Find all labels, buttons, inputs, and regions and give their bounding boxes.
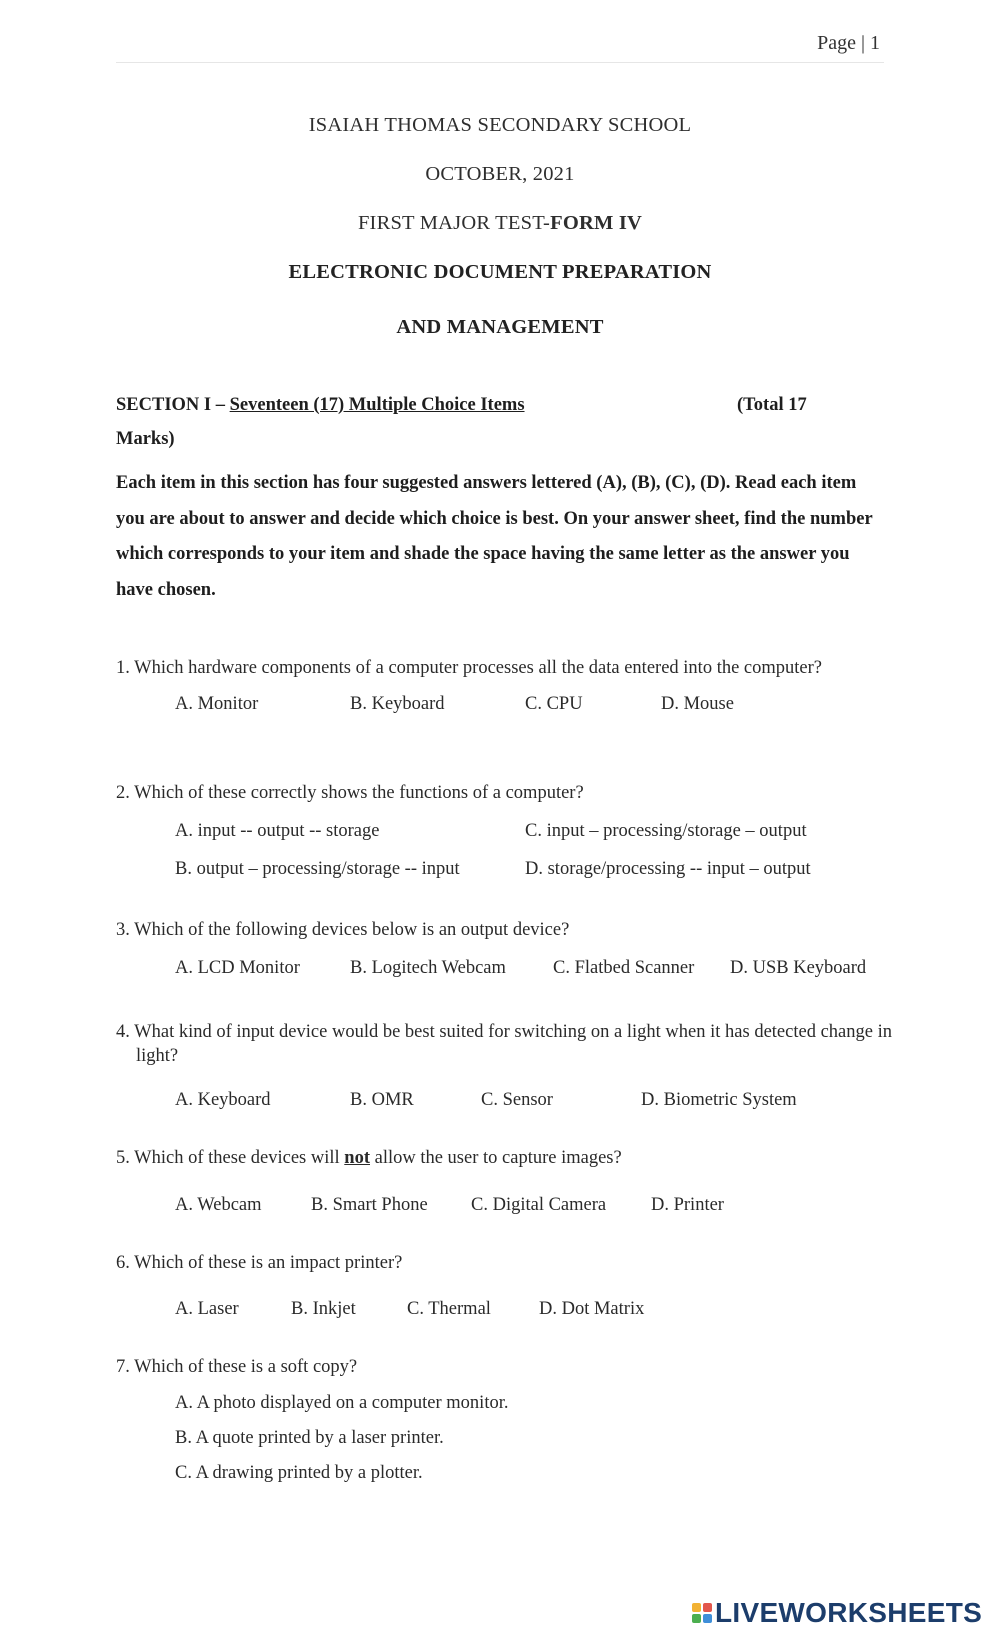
q2-option-a: A. input -- output -- storage	[175, 821, 380, 841]
q3-option-d: D. USB Keyboard	[730, 958, 867, 978]
q2-option-b: B. output – processing/storage -- input	[175, 859, 460, 879]
q2-option-d: D. storage/processing -- input – output	[525, 859, 811, 879]
question-6: 6. Which of these is an impact printer?	[116, 1253, 403, 1273]
q5-option-a: A. Webcam	[175, 1195, 262, 1215]
header-divider	[116, 62, 884, 63]
test-title	[0, 212, 1000, 235]
q1-option-d: D. Mouse	[661, 694, 734, 714]
q5-option-b: B. Smart Phone	[311, 1195, 428, 1215]
q6-option-c: C. Thermal	[407, 1299, 491, 1319]
q5-text-before: 5. Which of these devices will	[116, 1148, 345, 1168]
section-label: SECTION I –	[116, 395, 230, 415]
section-subtitle: Seventeen (17) Multiple Choice Items	[229, 395, 525, 415]
liveworksheets-watermark	[692, 1596, 982, 1630]
q4-option-c: C. Sensor	[481, 1090, 553, 1110]
section-total-marks: Marks)	[116, 429, 175, 449]
liveworksheets-logo-text: LIVEWORKSHEETS	[715, 1597, 983, 1628]
q3-option-a: A. LCD Monitor	[175, 958, 300, 978]
question-1: 1. Which hardware components of a computer processes all the data entered into the computer?	[116, 658, 822, 678]
question-5	[116, 1148, 622, 1169]
logo-square-2	[703, 1603, 712, 1612]
q3-option-b: B. Logitech Webcam	[350, 958, 506, 978]
question-4: 4. What kind of input device would be best suited for switching on a light when it has detected change in light?	[116, 1022, 892, 1066]
page-number: Page | 1	[817, 32, 880, 54]
test-date: OCTOBER, 2021	[425, 163, 575, 185]
question-2: 2. Which of these correctly shows the functions of a computer?	[116, 783, 584, 803]
q4-option-b: B. OMR	[350, 1090, 414, 1110]
q3-option-c: C. Flatbed Scanner	[553, 958, 695, 978]
q5-text-emphasis: not	[344, 1148, 370, 1168]
section-heading	[116, 395, 525, 416]
q5-option-d: D. Printer	[651, 1195, 724, 1215]
liveworksheets-logo-icon	[692, 1603, 712, 1623]
q1-option-b: B. Keyboard	[350, 694, 445, 714]
q5-text-after: allow the user to capture images?	[369, 1148, 622, 1168]
q7-option-c: C. A drawing printed by a plotter.	[175, 1463, 423, 1483]
subject-line-1: ELECTRONIC DOCUMENT PREPARATION	[288, 261, 712, 283]
q6-option-a: A. Laser	[175, 1299, 239, 1319]
question-3: 3. Which of the following devices below is an output device?	[116, 920, 570, 940]
q5-option-c: C. Digital Camera	[471, 1195, 607, 1215]
q7-option-a: A. A photo displayed on a computer monitor.	[175, 1393, 509, 1413]
test-form: FORM IV	[550, 212, 643, 234]
subject-line-2: AND MANAGEMENT	[396, 316, 604, 338]
q4-option-d: D. Biometric System	[641, 1090, 797, 1110]
logo-square-3	[692, 1614, 701, 1623]
section-instructions: Each item in this section has four suggested answers lettered (A), (B), (C), (D). Read each item you are about to answer and decide which choice is best. On your answer sheet, find the number which corresponds to your item and shade the space having the same letter as the answer you have chosen.	[116, 473, 873, 600]
q6-option-d: D. Dot Matrix	[539, 1299, 645, 1319]
question-7: 7. Which of these is a soft copy?	[116, 1357, 358, 1377]
q1-option-c: C. CPU	[525, 694, 583, 714]
q2-option-c: C. input – processing/storage – output	[525, 821, 807, 841]
school-name: ISAIAH THOMAS SECONDARY SCHOOL	[308, 114, 692, 136]
q4-option-a: A. Keyboard	[175, 1090, 271, 1110]
q6-option-b: B. Inkjet	[291, 1299, 356, 1319]
q1-option-a: A. Monitor	[175, 694, 259, 714]
q7-option-b: B. A quote printed by a laser printer.	[175, 1428, 444, 1448]
logo-square-1	[692, 1603, 701, 1612]
section-total: (Total 17	[737, 395, 807, 415]
test-title-prefix: FIRST MAJOR TEST-	[357, 212, 551, 234]
logo-square-4	[703, 1614, 712, 1623]
